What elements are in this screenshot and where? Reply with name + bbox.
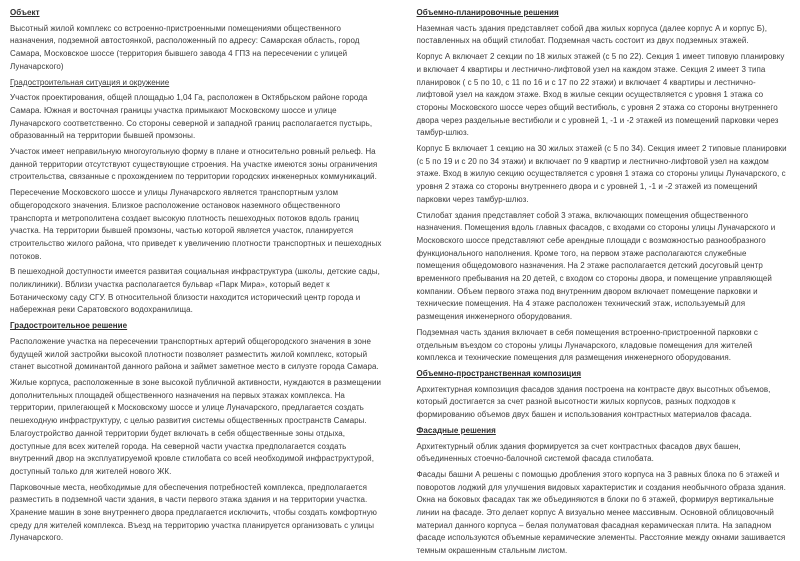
paragraph: Архитектурная композиция фасадов здания построена на контрасте двух высотных объемов, который достигается за счет разной высотности жилых корпусов, разных подходов к формированию объемов двух башен и использования контрастных материалов фасада. xyxy=(416,384,771,420)
section-heading: Градостроительное решение xyxy=(10,321,128,331)
paragraph: Наземная часть здания представляет собой два жилых корпуса (далее корпус А и корпус Б), поставленных на общий стилобат. Подземная часть состоит из двух подземных этажей. xyxy=(416,23,768,46)
paragraph: Подземная часть здания включает в себя помещения встроенно-пристроенной парковки с отдельным въездом со стороны улицы Луначарского, кладовые помещения для жителей комплекса и технические помещения для размещения инженерного оборудования. xyxy=(416,327,758,363)
paragraph: Стилобат здания представляет собой 3 этажа, включающих помещения общественного назначения. Помещения вдоль главных фасадов, с входами со стороны улицы Луначарского и Московского шоссе представляют себе арендные площади с возможностью разнообразного функционального наполнения. Кроме того, на первом этаже располагаются служебные помещения общедомового назначения. На 2 этаже располагается детский досуговый центр временного пребывания на 20 детей, с входом со стороны двора, и помещение управляющей компании. Объем первого этажа под внутренним двором включает помещение парковки и технические помещения. На 4 этаже расположен технический этаж, используемый для размещения инженерного оборудования. xyxy=(416,210,776,322)
paragraph: Архитектурный облик здания формируется за счет контрастных фасадов двух башен, объединенных стоечно-балочной системой фасада стилобата. xyxy=(416,441,741,464)
paragraph: Корпус А включает 2 секции по 18 жилых этажей (с 5 по 22). Секция 1 имеет типовую планировку и включает 4 квартиры и лестнично-лифтовой узел на каждом этаже. Секция 2 имеет 3 типа планировок ( с 5 по 10, с 11 по 16 и с 17 по 22 этажи) и включает 4 квартиры и лестнично-лифтовой узел на каждом этаже. Вход в жилые секции осуществляется с уровня 1 этажа со стороны Московского шоссе через общий вестибюль, с уровня 2 этажа со стороны внутреннего двора через раздельные вестибюли и с уровней 1, -1 и -2 этажей из помещений парковки через тамбур-шлюз. xyxy=(416,52,785,138)
paragraph: Участок проектирования, общей площадью 1,04 Га, расположен в Октябрьском районе города Самара. Южная и восточная границы участка примыкают Московскому шоссе и улице Луначарского соответственно. Со стороны северной и западной границ располагается пустырь, образованный на территории бывшей промзоны. xyxy=(10,93,373,141)
paragraph: Расположение участка на пересечении транспортных артерий общегородского значения в зоне будущей жилой застройки высокой плотности позволяет разместить жилой комплекс, который станет высотной доминантой данного района и займет заметное место в силуэте города Самара. xyxy=(10,336,379,372)
paragraph: Высотный жилой комплекс со встроенно-пристроенными помещениями общественного назначения, подземной автостоянкой, расположенный по адресу: Самарская область, город Самара, Московское шоссе (территория бывшего завода 4 ГПЗ на пересечении с улицей Луначарского) xyxy=(10,23,360,71)
section-heading: Градостроительная ситуация и окружение xyxy=(10,77,170,87)
section-heading: Объемно-пространственная композиция xyxy=(416,368,582,378)
paragraph: Жилые корпуса, расположенные в зоне высокой публичной активности, нуждаются в размещении дополнительных площадей общественного назначения на первых этажах комплекса. На территории, прилегающей к Московскому шоссе и улице Луначарского, предлагается создать пешеходную инфраструктуру, с целью развития системы общественных пространств Самары. Благоустройство данной территории будет включать в себя общественные зоны отдыха, доступные для всех жителей города. На северной части участка предполагается создать внутренний двор на эксплуатируемой кровле стилобата со всей необходимой инфраструктурой, доступный только для жителей нового ЖК. xyxy=(10,377,382,476)
paragraph: Парковочные места, необходимые для обеспечения потребностей комплекса, предполагается разместить в подземной части здания, в части первого этажа здания и на территории участка. Хранение машин в зоне внутреннего двора предлагается исключить, чтобы создать комфортную среду для жителей комплекса. Въезд на территорию участка планируется организовать с улицы Луначарского. xyxy=(10,482,377,543)
paragraph: Пересечение Московского шоссе и улицы Луначарского является транспортным узлом общегородского значения. Близкое расположение остановок наземного общественного транспорта и метрополитена создает высокую плотность пешеходных потоков вдоль границ участка. На территории бывшей промзоны, частью которой является участок, планируется строительство жилого района, что приведет к увеличению плотности транспортных и пешеходных потоков. xyxy=(10,188,382,261)
paragraph: Корпус Б включает 1 секцию на 30 жилых этажей (с 5 по 34). Секция имеет 2 типовые планировки (с 5 по 19 и с 20 по 34 этажи) и включает по 9 квартир и лестнично-лифтовой узел на каждом этаже. Вход в жилую секцию осуществляется с уровня 1 этажа со стороны улицы Луначарского, с уровня 2 этажа со стороны внутреннего двора и с уровней 1, -1 и -2 этажей из помещений парковки через тамбур-шлюз. xyxy=(416,144,787,204)
right-column xyxy=(417,7,792,561)
section-heading: Фасадные решения xyxy=(416,425,496,435)
section-heading: Объемно-планировочные решения xyxy=(416,8,559,17)
left-column xyxy=(10,7,385,561)
paragraph: В пешеходной доступности имеется развитая социальная инфраструктура (школы, детские сады, поликлиники). Вблизи участка располагается бульвар «Парк Мира», который ведет к Ботаническому саду СГУ. В относительной близости находится исторический центр города и набережная реки Саратовского водохранилища. xyxy=(10,267,380,315)
paragraph: Фасады башни А решены с помощью дробления этого корпуса на 3 равных блока по 6 этажей и поворотов лоджий для улучшения видовых характеристик и создания необычного образа здания. Окна на боковых фасадах так же объединяются в блоки по 6 этажей, формируя вертикальные линии на фасаде. Это делает корпус А визуально менее массивным. Основной облицовочный материал данного корпуса – белая полуматовая фасадная керамическая плита. На западном фасаде используются объемные керамические элементы. Расстояние между окнами зашивается темным окрашенным стальным листом. xyxy=(416,469,786,556)
paragraph: Участок имеет неправильную многоугольную форму в плане и относительно ровный рельеф. На данной территории отсутствуют существующие строения. На участке имеются зоны ограничения строительства, связанные с прохождением по территории городских инженерных коммуникаций. xyxy=(10,147,378,182)
section-heading: Объект xyxy=(10,8,40,17)
